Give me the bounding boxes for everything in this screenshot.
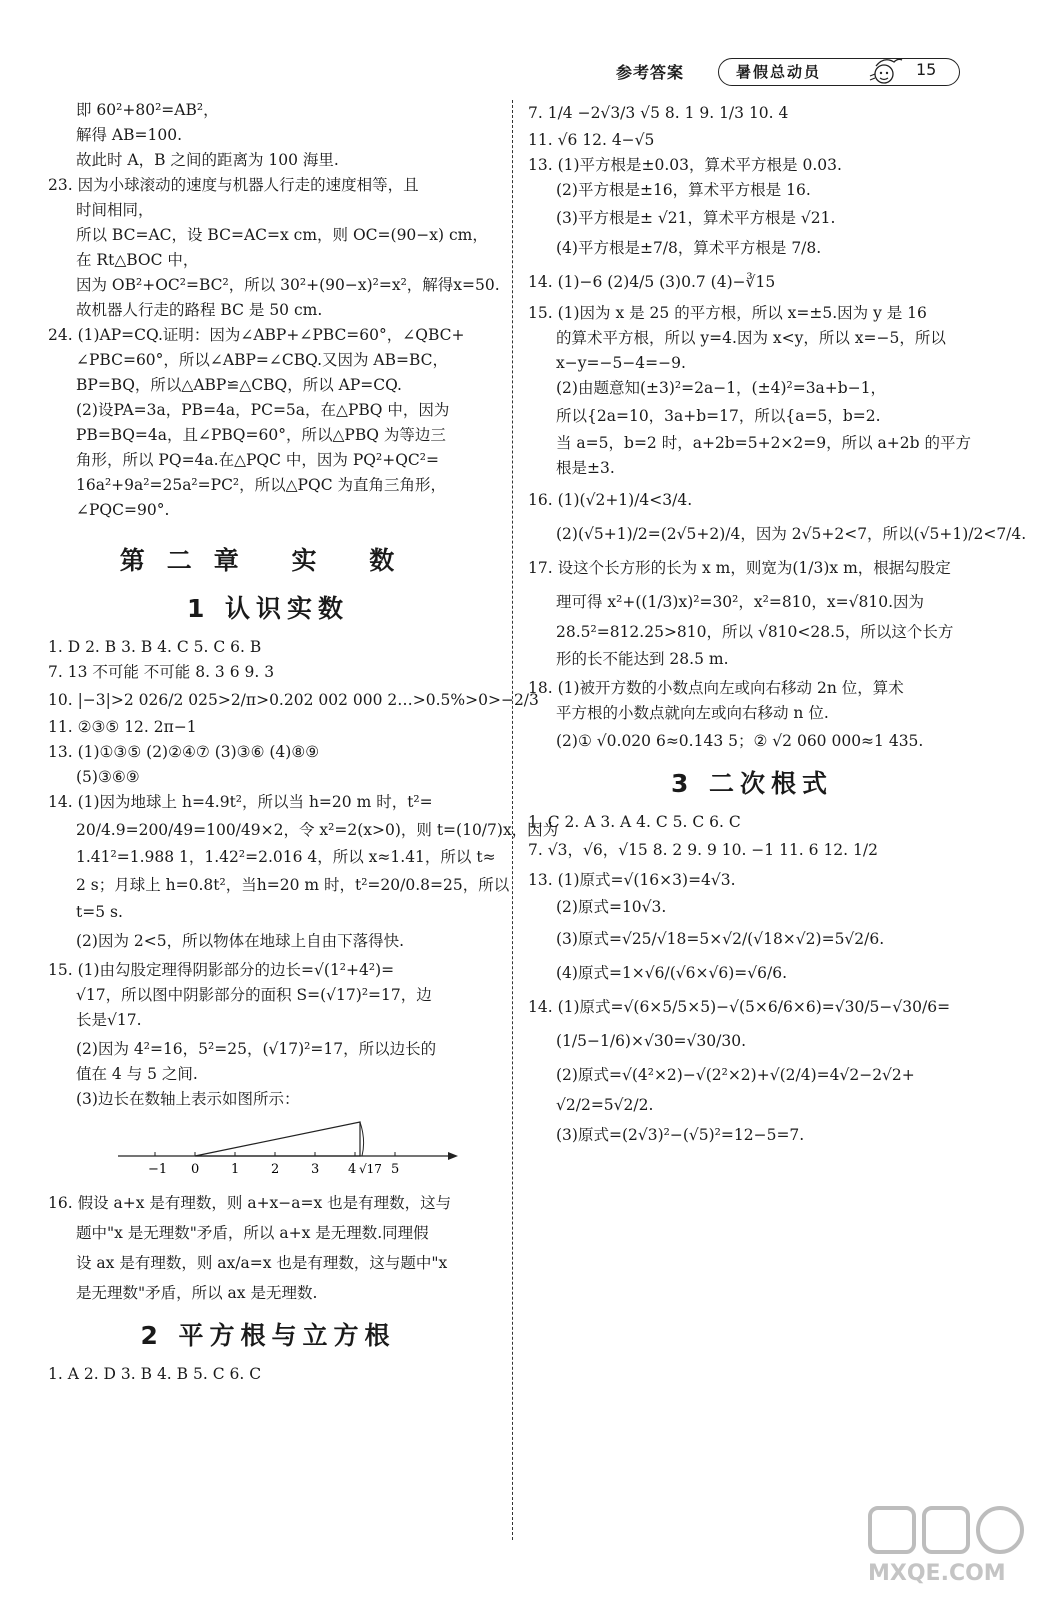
number-line-figure xyxy=(48,1118,488,1180)
text-line: (5)③⑥⑨ xyxy=(76,768,140,786)
text-line: 14. (1)原式=√(6×5/5×5)−√(5×6/6×6)=√30/5−√30/6= xyxy=(528,998,951,1016)
text-line: 题中"x 是无理数"矛盾，所以 a+x 是无理数.同理假 xyxy=(76,1224,429,1242)
text-line: 理可得 x²+((1/3)x)²=30²，x²=810，x=√810.因为 xyxy=(556,593,925,611)
text-line: (3)边长在数轴上表示如图所示： xyxy=(76,1090,300,1108)
text-line: 11. ②③⑤ 12. 2π−1 xyxy=(48,718,197,736)
text-line: (4)原式=1×√6/(√6×√6)=√6/6. xyxy=(556,964,788,982)
text-line: 1. C 2. A 3. A 4. C 5. C 6. C xyxy=(528,813,741,831)
text-line: 值在 4 与 5 之间. xyxy=(76,1065,198,1083)
page-number: 15 xyxy=(916,60,937,79)
text-line: 16. 假设 a+x 是有理数，则 a+x−a=x 也是有理数，这与 xyxy=(48,1194,452,1212)
watermark-text: MXQE.COM xyxy=(868,1561,1006,1586)
axis-arrow-icon xyxy=(448,1152,458,1160)
text-line: 在 Rt△BOC 中， xyxy=(76,251,199,269)
text-line: 16. (1)(√2+1)/4<3/4. xyxy=(528,491,693,509)
text-line: 故机器人行走的路程 BC 是 50 cm. xyxy=(76,301,323,319)
tick-label: 5 xyxy=(391,1162,400,1177)
text-line: (2)原式=10√3. xyxy=(556,898,667,916)
text-line: (3)平方根是± √21，算术平方根是 √21. xyxy=(556,209,836,227)
text-line: 平方根的小数点就向左或向右移动 n 位. xyxy=(556,704,829,722)
text-line: 28.5²=812.25>810，所以 √810<28.5，所以这个长方 xyxy=(556,623,954,641)
text-line: (2)平方根是±16，算术平方根是 16. xyxy=(556,181,811,199)
text-line: 13. (1)原式=√(16×3)=4√3. xyxy=(528,871,736,889)
text-line: 18. (1)被开方数的小数点向左或向右移动 2n 位，算术 xyxy=(528,679,904,697)
text-line: 形的长不能达到 28.5 m. xyxy=(556,650,729,668)
text-line: (2)(√5+1)/2=(2√5+2)/4，因为 2√5+2<7，所以(√5+1)/2<7/4. xyxy=(556,525,1027,543)
text-line: 23. 因为小球滚动的速度与机器人行走的速度相等，且 xyxy=(48,176,419,194)
text-line: (2)① √0.020 6≈0.143 5；② √2 060 000≈1 435. xyxy=(556,732,924,750)
text-line: 的算术平方根，所以 y=4.因为 x<y，所以 x=−5，所以 xyxy=(556,329,946,347)
text-line: ∠PBC=60°，所以∠ABP=∠CBQ.又因为 AB=BC， xyxy=(76,351,449,369)
tick-label: 1 xyxy=(231,1162,240,1177)
text-line: x−y=−5−4=−9. xyxy=(556,354,686,372)
text-line: (2)原式=√(4²×2)−√(2²×2)+√(2/4)=4√2−2√2+ xyxy=(556,1066,915,1084)
right-column xyxy=(528,98,1027,1150)
chapter-title: 第二章 实 数 xyxy=(119,546,417,575)
text-line: 设 ax 是有理数，则 ax/a=x 也是有理数，这与题中"x xyxy=(76,1254,448,1272)
text-line: 长是√17. xyxy=(76,1011,142,1029)
text-line: 1.41²=1.988 1，1.42²=2.016 4，所以 x≈1.41，所以 t≈ xyxy=(76,848,496,866)
text-line: (3)原式=√25/√18=5×√2/(√18×√2)=5√2/6. xyxy=(556,930,885,948)
text-line: 10. |−3|>2 026/2 025>2/π>0.202 002 000 2…>0.5%>0>−2/3 xyxy=(48,691,539,709)
text-line: (1/5−1/6)×√30=√30/30. xyxy=(556,1032,747,1050)
text-line: √17，所以图中阴影部分的面积 S=(√17)²=17，边 xyxy=(76,986,432,1004)
tick-label: −1 xyxy=(148,1162,168,1177)
text-line: 当 a=5，b=2 时，a+2b=5+2×2=9，所以 a+2b 的平方 xyxy=(556,434,971,452)
text-line: 14. (1)因为地球上 h=4.9t²，所以当 h=20 m 时，t²= xyxy=(48,793,433,811)
text-line: 解得 AB=100. xyxy=(76,126,183,144)
text-line: 即 60²+80²=AB²， xyxy=(76,101,219,119)
text-line: 根是±3. xyxy=(556,459,615,477)
left-column xyxy=(48,98,559,1387)
text-line: 24. (1)AP=CQ.证明：因为∠ABP+∠PBC=60°，∠QBC+ xyxy=(48,326,465,344)
text-line: (3)原式=(2√3)²−(√5)²=12−5=7. xyxy=(556,1126,805,1144)
text-line: 因为 OB²+OC²=BC²，所以 30²+(90−x)²=x²，解得x=50. xyxy=(76,276,500,294)
text-line: 1. D 2. B 3. B 4. C 5. C 6. B xyxy=(48,638,262,656)
section-title: 2 平方根与立方根 xyxy=(140,1321,396,1350)
watermark-logo xyxy=(860,1500,1040,1590)
text-line: 角形，所以 PQ=4a.在△PQC 中，因为 PQ²+QC²= xyxy=(76,451,439,469)
text-line: 2 s；月球上 h=0.8t²，当h=20 m 时，t²=20/0.8=25，所以 xyxy=(76,876,510,894)
text-line: 15. (1)由勾股定理得阴影部分的边长=√(1²+4²)= xyxy=(48,961,395,979)
text-line: 故此时 A，B 之间的距离为 100 海里. xyxy=(76,151,339,169)
text-line: 13. (1)平方根是±0.03，算术平方根是 0.03. xyxy=(528,156,842,174)
text-line: 13. (1)①③⑤ (2)②④⑦ (3)③⑥ (4)⑧⑨ xyxy=(48,743,320,761)
tick-label: 2 xyxy=(271,1162,280,1177)
text-line: 15. (1)因为 x 是 25 的平方根，所以 x=±5.因为 y 是 16 xyxy=(528,304,927,322)
text-line: PB=BQ=4a，且∠PBQ=60°，所以△PBQ 为等边三 xyxy=(76,426,446,444)
text-line: 1. A 2. D 3. B 4. B 5. C 6. C xyxy=(48,1365,262,1383)
text-line: (2)设PA=3a，PB=4a，PC=5a，在△PBQ 中，因为 xyxy=(76,401,450,419)
brand-title: 暑假总动员 xyxy=(736,63,822,81)
text-line: 7. 1/4 −2√3/3 √5 8. 1 9. 1/3 10. 4 xyxy=(528,104,789,122)
text-line: √2/2=5√2/2. xyxy=(556,1096,654,1114)
section-title: 1 认识实数 xyxy=(186,594,350,623)
tick-label: 4 xyxy=(348,1162,357,1177)
page-header xyxy=(0,56,1061,90)
text-line: 是无理数"矛盾，所以 ax 是无理数. xyxy=(76,1284,318,1302)
text-line: (4)平方根是±7/8，算术平方根是 7/8. xyxy=(556,239,822,257)
tick-label: 0 xyxy=(191,1162,200,1177)
text-line: 时间相同， xyxy=(76,201,154,219)
text-line: 20/4.9=200/49=100/49×2，令 x²=2(x>0)，则 t=(10/7)x，因为 xyxy=(76,821,559,839)
section-title: 3 二次根式 xyxy=(670,769,834,798)
tick-label: 3 xyxy=(311,1162,320,1177)
text-line: t=5 s. xyxy=(76,903,123,921)
text-line: 7. 13 不可能 不可能 8. 3 6 9. 3 xyxy=(48,663,275,681)
text-line: 14. (1)−6 (2)4/5 (3)0.7 (4)−∛15 xyxy=(528,273,776,291)
mascot-icon xyxy=(862,54,906,88)
text-line: 所以{2a=10，3a+b=17，所以{a=5，b=2. xyxy=(556,407,881,425)
hypotenuse-triangle xyxy=(195,1122,360,1156)
section-label: 参考答案 xyxy=(616,63,685,82)
text-line: 7. √3，√6，√15 8. 2 9. 9 10. −1 11. 6 12. 1/2 xyxy=(528,841,878,859)
text-line: (2)由题意知(±3)²=2a−1，(±4)²=3a+b−1， xyxy=(556,379,887,397)
text-line: 所以 BC=AC，设 BC=AC=x cm，则 OC=(90−x) cm， xyxy=(76,226,488,244)
text-line: ∠PQC=90°. xyxy=(76,501,170,519)
text-line: 11. √6 12. 4−√5 xyxy=(528,131,655,149)
text-line: BP=BQ，所以△ABP≌△CBQ，所以 AP=CQ. xyxy=(76,376,402,394)
text-line: (2)因为 4²=16，5²=25，(√17)²=17，所以边长的 xyxy=(76,1040,437,1058)
text-line: 16a²+9a²=25a²=PC²，所以△PQC 为直角三角形， xyxy=(76,476,446,494)
text-line: 17. 设这个长方形的长为 x m，则宽为(1/3)x m，根据勾股定 xyxy=(528,559,951,577)
tick-label: √17 xyxy=(359,1162,382,1176)
text-line: (2)因为 2<5，所以物体在地球上自由下落得快. xyxy=(76,932,405,950)
